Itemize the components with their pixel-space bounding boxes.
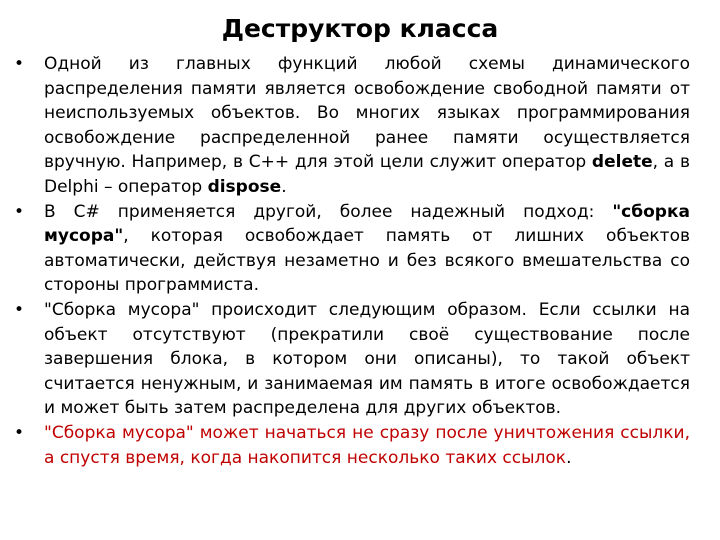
keyword-dispose: dispose [207,176,282,197]
bullet-text-highlighted: "Сборка мусора" может начаться не сразу после уничтожения ссылки, а спустя время, когда накопится несколько таких ссылок [44,422,690,468]
bullet-text: , которая освобождает память от лишних объектов автоматически, действуя незаметно и без всякого вмешательства со стороны программиста. [44,226,690,296]
slide-title: Деструктор класса [221,14,499,43]
keyword-delete: delete [591,152,653,173]
bullet-item-1 [14,52,690,200]
bullet-marker: • [14,422,25,443]
keyword-garbage-collection: "сборка мусора" [44,201,690,247]
bullet-item-3 [14,298,690,421]
bullet-marker: • [14,54,25,74]
bullet-marker: • [14,299,25,320]
bullet-text: . [566,447,572,468]
bullet-marker: • [14,201,25,222]
bullet-text: "Сборка мусора" происходит следующим образом. Если ссылки на объект отсутствуют (прекратили своё существование после завершения блока, в котором они описаны), то такой объект считается ненужным, и занимаемая им память в итоге освобождается и может быть затем распределена для других объектов. [44,299,690,419]
bullet-text: . [281,176,287,197]
bullet-item-2 [14,200,690,298]
bullet-text: Одной из главных функций любой схемы динамического распределения памяти является освобождение свободной памяти от неиспользуемых объектов. Во многих языках программирования освобождение распределенной ранее памяти осуществляется вручную. Например, в С++ для этой цели служит оператор [44,54,690,173]
bullet-text: , а в Delphi – оператор [44,152,690,197]
bullet-text: В C# применяется другой, более надежный подход: [44,201,613,222]
bullet-item-4 [14,421,690,470]
bullet-list [14,52,690,470]
